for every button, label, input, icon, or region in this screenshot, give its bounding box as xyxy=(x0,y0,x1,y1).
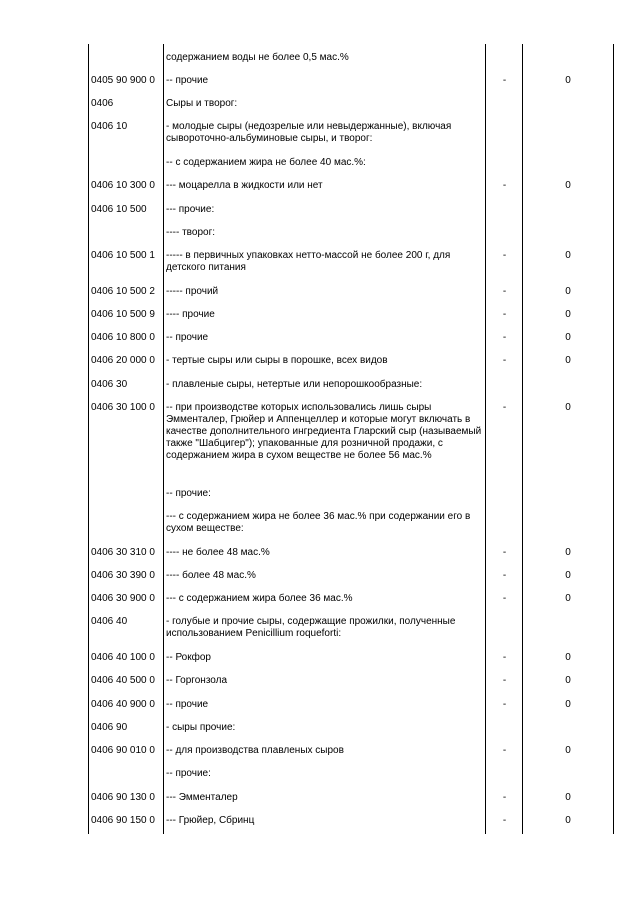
table-border-left xyxy=(88,44,89,834)
row-rate: 0 xyxy=(565,675,571,686)
row-description: - молодые сыры (недозрелые или невыдержанные), включая сывороточно-альбуминовые сыры, и творог: xyxy=(166,121,452,144)
row-rate: 0 xyxy=(565,593,571,604)
row-description: --- Эмменталер xyxy=(166,792,238,803)
row-rate: 0 xyxy=(565,570,571,581)
row-description: --- с содержанием жира не более 36 мас.% при содержании его в сухом веществе: xyxy=(166,511,471,534)
row-duty: - xyxy=(502,547,507,558)
row-duty: - xyxy=(502,402,507,413)
row-duty: - xyxy=(502,75,507,86)
row-description: -- для производства плавленых сыров xyxy=(166,745,344,756)
row-duty: - xyxy=(502,332,507,343)
row-rate: 0 xyxy=(565,815,571,826)
row-description: -- Рокфор xyxy=(166,652,211,663)
row-description: -- при производстве которых использовались лишь сыры Эмменталер, Грюйер и Аппенцеллер и которые могут включать в качестве дополнительного ингредиента Гларский сыр (называемый также "Шабцигер"); упакованные для розничной продажи, с содержанием жира в сухом веществе не более 56 мас.% xyxy=(166,402,482,461)
row-duty: - xyxy=(502,815,507,826)
row-description: содержанием воды не более 0,5 мас.% xyxy=(166,52,349,63)
row-duty: - xyxy=(502,309,507,320)
row-description: ---- не более 48 мас.% xyxy=(166,547,270,558)
row-rate: 0 xyxy=(565,792,571,803)
row-code: 0406 90 010 0 xyxy=(91,745,155,756)
row-description: -- прочие xyxy=(166,75,209,86)
row-description: Сыры и творог: xyxy=(166,98,238,109)
row-code: 0406 90 130 0 xyxy=(91,792,155,803)
row-code: 0406 xyxy=(91,98,114,109)
row-description: - сыры прочие: xyxy=(166,722,236,733)
row-duty: - xyxy=(502,745,507,756)
column-divider-code xyxy=(163,44,164,834)
row-rate: 0 xyxy=(565,547,571,558)
row-code: 0406 10 500 9 xyxy=(91,309,155,320)
row-description: - голубые и прочие сыры, содержащие прожилки, полученные использованием Penicillium roqueforti: xyxy=(166,616,456,639)
row-rate: 0 xyxy=(565,402,571,413)
row-duty: - xyxy=(502,355,507,366)
row-description: -- с содержанием жира не более 40 мас.%: xyxy=(166,157,366,168)
row-code: 0406 90 xyxy=(91,722,128,733)
row-description: ---- более 48 мас.% xyxy=(166,570,256,581)
row-duty: - xyxy=(502,286,507,297)
row-code: 0406 10 xyxy=(91,121,128,132)
table-border-right xyxy=(613,44,614,834)
row-code: 0406 30 900 0 xyxy=(91,593,155,604)
row-description: --- Грюйер, Сбринц xyxy=(166,815,255,826)
row-code: 0406 10 800 0 xyxy=(91,332,155,343)
row-rate: 0 xyxy=(565,745,571,756)
row-code: 0406 30 310 0 xyxy=(91,547,155,558)
row-code: 0406 40 xyxy=(91,616,128,627)
row-rate: 0 xyxy=(565,75,571,86)
row-description: -- прочие xyxy=(166,332,209,343)
row-code: 0406 10 500 1 xyxy=(91,250,155,261)
row-code: 0406 30 100 0 xyxy=(91,402,155,413)
row-description: - тертые сыры или сыры в порошке, всех видов xyxy=(166,355,388,366)
row-duty: - xyxy=(502,250,507,261)
row-description: --- моцарелла в жидкости или нет xyxy=(166,180,323,191)
row-code: 0406 10 500 2 xyxy=(91,286,155,297)
column-divider-duty xyxy=(522,44,523,834)
row-duty: - xyxy=(502,570,507,581)
row-duty: - xyxy=(502,699,507,710)
row-description: -- прочие xyxy=(166,699,209,710)
row-description: -- прочие: xyxy=(166,488,211,499)
row-rate: 0 xyxy=(565,332,571,343)
row-rate: 0 xyxy=(565,180,571,191)
row-code: 0405 90 900 0 xyxy=(91,75,155,86)
row-code: 0406 40 100 0 xyxy=(91,652,155,663)
row-description: ---- прочие xyxy=(166,309,215,320)
row-rate: 0 xyxy=(565,699,571,710)
row-description: ----- в первичных упаковках нетто-массой не более 200 г, для детского питания xyxy=(166,250,451,273)
row-description: -- Горгонзола xyxy=(166,675,228,686)
row-code: 0406 20 000 0 xyxy=(91,355,155,366)
row-code: 0406 40 500 0 xyxy=(91,675,155,686)
row-description: - плавленые сыры, нетертые или непорошкообразные: xyxy=(166,379,423,390)
row-description: --- прочие: xyxy=(166,204,215,215)
row-rate: 0 xyxy=(565,250,571,261)
row-duty: - xyxy=(502,593,507,604)
row-description: --- с содержанием жира более 36 мас.% xyxy=(166,593,353,604)
row-rate: 0 xyxy=(565,309,571,320)
row-code: 0406 30 xyxy=(91,379,128,390)
row-code: 0406 30 390 0 xyxy=(91,570,155,581)
row-description: ----- прочий xyxy=(166,286,219,297)
row-rate: 0 xyxy=(565,355,571,366)
row-code: 0406 40 900 0 xyxy=(91,699,155,710)
row-description: -- прочие: xyxy=(166,768,211,779)
row-duty: - xyxy=(502,792,507,803)
row-rate: 0 xyxy=(565,286,571,297)
row-duty: - xyxy=(502,652,507,663)
row-duty: - xyxy=(502,180,507,191)
row-description: ---- творог: xyxy=(166,227,215,238)
row-code: 0406 90 150 0 xyxy=(91,815,155,826)
row-code: 0406 10 300 0 xyxy=(91,180,155,191)
row-code: 0406 10 500 xyxy=(91,204,147,215)
row-duty: - xyxy=(502,675,507,686)
row-rate: 0 xyxy=(565,652,571,663)
